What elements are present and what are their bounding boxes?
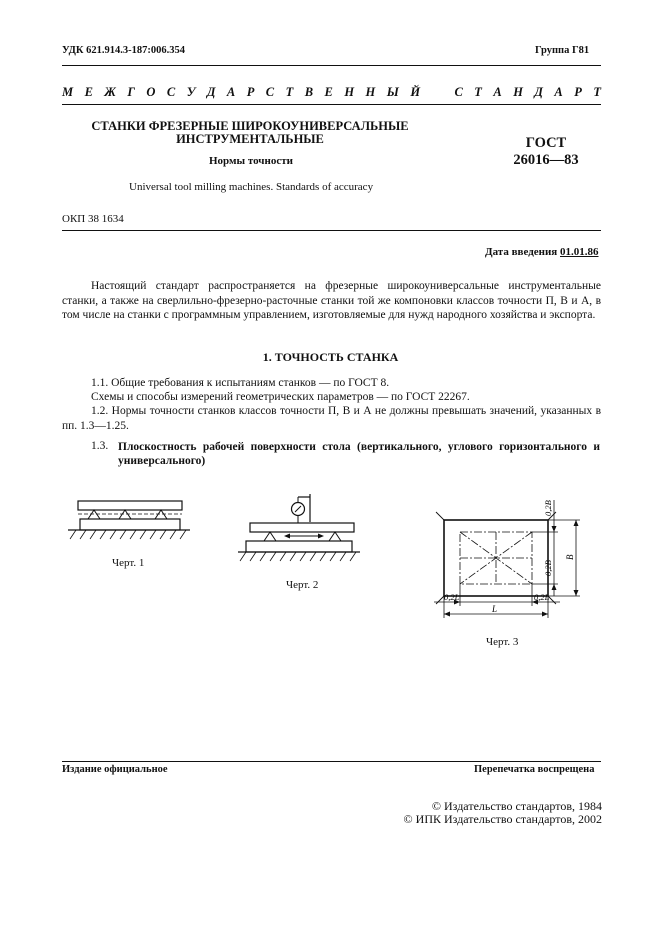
intro-date [485, 246, 599, 258]
gost-label: ГОСТ [525, 135, 567, 151]
para-1-1b: Схемы и способы измерений геометрических параметров — по ГОСТ 22267. [91, 391, 470, 403]
gost-designation [506, 135, 586, 169]
fig1-table [80, 519, 180, 530]
okp-rule [62, 230, 601, 231]
section-1-heading: 1. ТОЧНОСТЬ СТАНКА [262, 350, 399, 364]
title-line-1: СТАНКИ ФРЕЗЕРНЫЕ ШИРОКОУНИВЕРСАЛЬНЫЕ [91, 119, 409, 133]
interstate-standard-banner [62, 85, 601, 100]
fig3-label-right-mid: 0,2B [543, 560, 553, 576]
header-rule [62, 65, 601, 66]
para-1-3-text: Плоскостность рабочей поверхности стола (вертикального, углового горизонтального и универсального) [118, 441, 600, 467]
fig3-label-top-right: 0,2B [543, 500, 553, 516]
english-title: Universal tool milling machines. Standards of accuracy [129, 181, 374, 193]
banner-rule [62, 104, 601, 105]
figure-1-drawing [66, 498, 191, 548]
udk-code: УДК 621.914.3-187:006.354 [62, 45, 185, 56]
fig2-straightedge [250, 523, 354, 532]
para-1-2: 1.2. Нормы точности станков классов точности П, В и А не должны превышать значений, указанных в пп. 1.3—1.25. [62, 405, 601, 432]
okp-code: ОКП 38 1634 [62, 213, 124, 225]
figure-2-drawing [236, 492, 361, 567]
figure-1-caption: Черт. 1 [112, 557, 145, 569]
footer-official-edition: Издание официальное [62, 764, 168, 775]
figure-3-caption: Черт. 3 [486, 636, 519, 648]
interstate-text: М Е Ж Г О С У Д А Р С Т В Е Н Н Ы Й С Т А Н Д А Р Т [62, 85, 601, 99]
para-1-3-number: 1.3. [91, 440, 109, 452]
copyright-2002: © ИПК Издательство стандартов, 2002 [403, 812, 602, 826]
copyright-1984: © Издательство стандартов, 1984 [431, 799, 602, 813]
fig2-support-left [264, 532, 276, 541]
fig1-straightedge [78, 501, 182, 510]
footer-reprint-prohibited: Перепечатка воспрещена [474, 764, 595, 775]
figure-3-drawing [430, 492, 590, 632]
fig3-label-bottom-right: 0,2L [534, 592, 550, 602]
fig1-support-mid [119, 510, 131, 519]
fig3-label-dim-b: B [565, 554, 575, 560]
standard-title [85, 120, 415, 146]
footer-rule [62, 761, 601, 762]
standard-subtitle: Нормы точности [209, 155, 293, 167]
fig1-support-left [88, 510, 100, 519]
fig2-support-right [329, 532, 341, 541]
fig2-table [246, 541, 352, 552]
group-code: Группа Г81 [535, 45, 590, 56]
figure-2-caption: Черт. 2 [286, 579, 319, 591]
intro-paragraph: Настоящий стандарт распространяется на фрезерные широкоуниверсальные инструментальные станки, а также на сверлильно-фрезерно-расточные станки той же компоновки классов точности П, В и А, в том числе на станки с программным управлением, изготовляемые для нужд народного хозяйства и экспорта. [62, 280, 601, 321]
fig3-label-dim-l: L [492, 604, 498, 614]
para-1-1: 1.1. Общие требования к испытаниям станков — по ГОСТ 8. [91, 377, 390, 389]
gost-number: 26016—83 [513, 152, 579, 168]
intro-date-value: 01.01.86 [560, 246, 599, 258]
title-line-2: ИНСТРУМЕНТАЛЬНЫЕ [176, 132, 324, 146]
intro-date-label: Дата введения [485, 246, 558, 258]
fig3-label-bottom-left: 0,2L [444, 592, 460, 602]
fig1-support-right [155, 510, 167, 519]
